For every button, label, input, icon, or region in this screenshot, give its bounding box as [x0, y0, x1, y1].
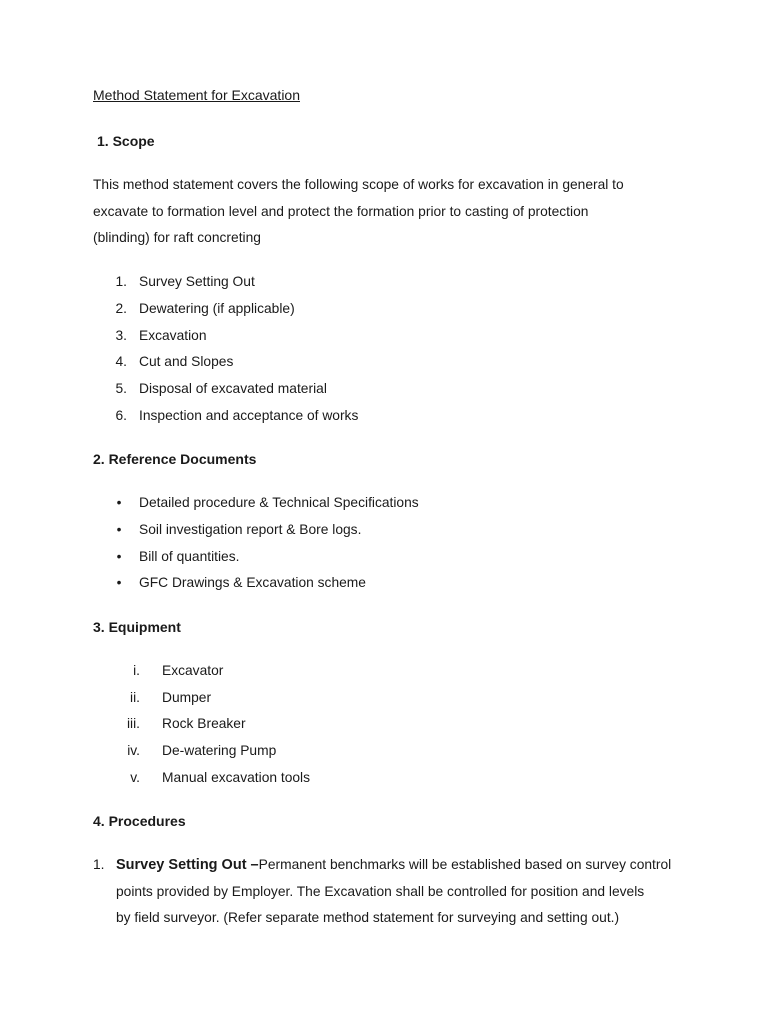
list-item: Dewatering (if applicable) — [139, 301, 295, 316]
procedure-step-text: points provided by Employer. The Excavation shall be controlled for position and levels — [116, 884, 645, 899]
procedure-step-label: Survey Setting Out – — [116, 857, 259, 873]
scope-paragraph-line: This method statement covers the following scope of works for excavation in general to — [93, 177, 624, 192]
bullet-icon: • — [116, 575, 122, 590]
list-number: 4. — [115, 354, 127, 369]
bullet-icon: • — [116, 495, 122, 510]
list-number: 1. — [93, 857, 105, 872]
procedure-step-text: by field surveyor. (Refer separate method statement for surveying and setting out.) — [116, 910, 620, 925]
list-item: GFC Drawings & Excavation scheme — [139, 575, 366, 590]
procedures-heading: 4. Procedures — [93, 813, 186, 829]
list-number: i. — [133, 663, 140, 678]
list-item: Excavator — [162, 663, 224, 678]
list-number: iii. — [126, 716, 140, 731]
list-item: Manual excavation tools — [162, 770, 311, 785]
scope-heading: 1. Scope — [97, 133, 155, 149]
scope-paragraph-line: excavate to formation level and protect the formation prior to casting of protection — [93, 204, 589, 219]
procedure-step-text: Permanent benchmarks will be established based on survey control — [258, 857, 672, 872]
list-number: ii. — [130, 690, 140, 705]
list-item: Soil investigation report & Bore logs. — [139, 522, 362, 537]
scope-paragraph-line: (blinding) for raft concreting — [93, 230, 261, 245]
list-item: Rock Breaker — [162, 716, 246, 731]
list-item: Detailed procedure & Technical Specifications — [139, 495, 419, 510]
list-item: Inspection and acceptance of works — [139, 408, 359, 423]
list-item: Cut and Slopes — [139, 354, 234, 369]
list-item: Survey Setting Out — [139, 274, 255, 289]
document-title: Method Statement for Excavation — [93, 87, 300, 103]
list-item: Dumper — [162, 690, 212, 705]
procedure-step-line — [116, 856, 671, 873]
bullet-icon: • — [116, 549, 122, 564]
list-number: v. — [130, 770, 140, 785]
list-number: 5. — [115, 381, 127, 396]
list-number: 1. — [115, 274, 127, 289]
list-item: Excavation — [139, 328, 207, 343]
list-item: De-watering Pump — [162, 743, 277, 758]
list-number: 3. — [115, 328, 127, 343]
list-number: 2. — [115, 301, 127, 316]
equipment-heading: 3. Equipment — [93, 619, 181, 635]
bullet-icon: • — [116, 522, 122, 537]
references-heading: 2. Reference Documents — [93, 451, 257, 467]
list-item: Bill of quantities. — [139, 549, 240, 564]
list-item: Disposal of excavated material — [139, 381, 327, 396]
list-number: 6. — [115, 408, 127, 423]
list-number: iv. — [127, 743, 140, 758]
